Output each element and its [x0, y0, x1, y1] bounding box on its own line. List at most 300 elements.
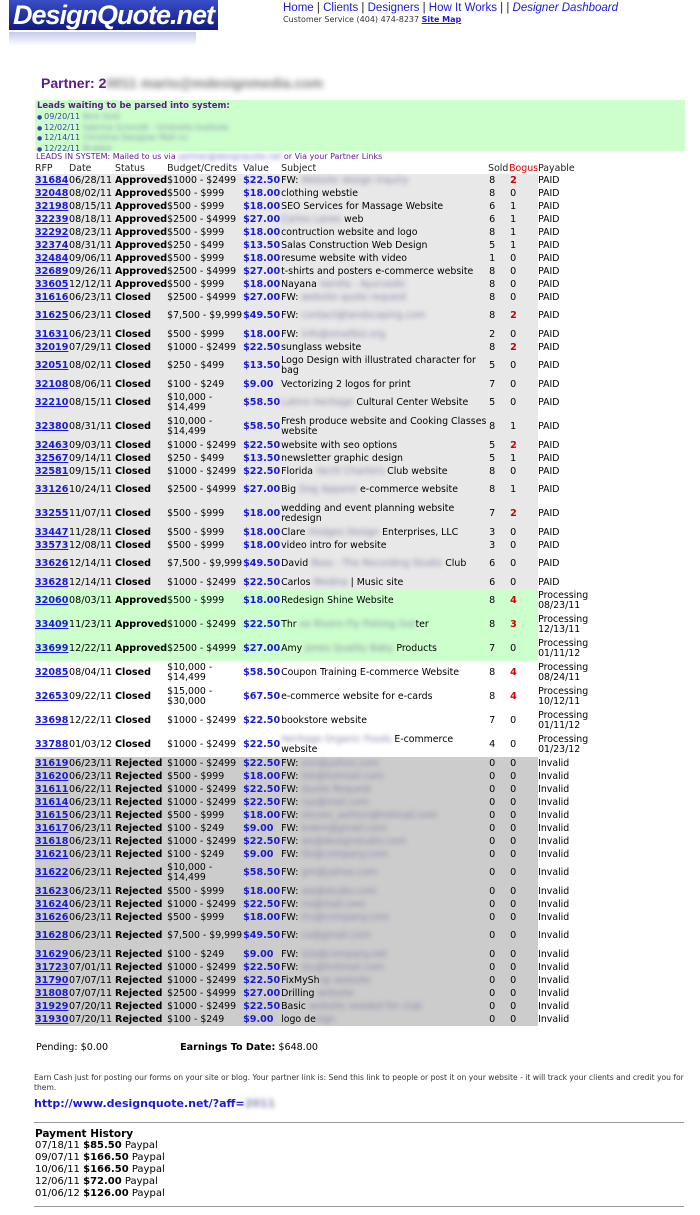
- budget-cell: $10,000 - $14,499: [167, 415, 243, 439]
- subject-text: wedding and event planning website redesign: [281, 503, 455, 524]
- rfp-link[interactable]: 32019: [35, 341, 69, 353]
- value-cell: $22.50: [243, 974, 281, 986]
- budget-cell: $250 - $499: [167, 452, 243, 465]
- value-cell: $22.50: [243, 341, 281, 353]
- subject-blurred: Heritage Organic Foods: [281, 734, 392, 745]
- table-row: [35, 341, 613, 354]
- date-cell: 08/04/11: [69, 661, 115, 685]
- status-cell: Approved: [115, 174, 168, 186]
- sold-cell: 8: [488, 465, 509, 478]
- rfp-link[interactable]: 31616: [35, 291, 69, 303]
- rfp-link[interactable]: 31626: [35, 911, 69, 923]
- bogus-cell: 0: [509, 637, 538, 661]
- value-cell: $13.50: [243, 239, 281, 251]
- budget-cell: $1000 - $2499: [167, 439, 243, 452]
- bogus-cell: 1: [509, 452, 538, 465]
- payment-method: Paypal: [131, 1188, 165, 1199]
- date-cell: 11/23/11: [69, 613, 115, 637]
- subject-cell: [281, 1000, 488, 1013]
- customer-service-text: Customer Service (404) 474-8237: [283, 15, 422, 24]
- table-row: [35, 226, 613, 239]
- top-nav: [283, 2, 618, 14]
- rfp-link[interactable]: 31723: [35, 961, 69, 973]
- nav-clients[interactable]: Clients: [323, 2, 359, 14]
- rfp-cell: [35, 783, 69, 796]
- budget-cell: $7,500 - $9,999: [167, 552, 243, 576]
- table-row: [35, 613, 613, 637]
- subject-cell: [281, 291, 488, 304]
- bogus-cell: 0: [509, 709, 538, 733]
- leads-table: [35, 162, 613, 1026]
- pending-total: Pending: $0.00: [36, 1042, 109, 1053]
- payable-cell: Invalid: [538, 835, 570, 847]
- subject-blurred: Yacht Charters: [316, 465, 385, 477]
- rfp-link[interactable]: 32198: [35, 200, 69, 212]
- rfp-link[interactable]: 31622: [35, 867, 69, 878]
- bogus-cell: 0: [509, 291, 538, 304]
- subject-blurred: contact@landscaping.com: [301, 310, 426, 321]
- nav-how-it-works[interactable]: How It Works: [428, 2, 497, 14]
- subject-text: FW:: [281, 867, 302, 878]
- subject-cell: [281, 709, 488, 733]
- rfp-link[interactable]: 32239: [35, 213, 69, 225]
- payable-cell: Processing 12/13/11: [538, 614, 589, 635]
- subject-tail: Enterprises, LLC: [379, 526, 459, 538]
- sold-cell: 6: [488, 200, 509, 213]
- rfp-cell: [35, 898, 69, 911]
- date-cell: 07/20/11: [69, 1013, 115, 1026]
- affiliate-link-text[interactable]: http://www.designquote.net/?aff=: [34, 1097, 245, 1110]
- status-cell: Closed: [115, 576, 167, 589]
- sold-cell: 5: [488, 439, 509, 452]
- subject-text: FW:: [281, 961, 302, 973]
- column-header-bogus: Bogus: [509, 162, 539, 174]
- status-cell: Rejected: [115, 911, 167, 924]
- subject-text: FW:: [281, 291, 302, 303]
- sold-cell: 0: [488, 861, 509, 885]
- subject-text: web: [341, 213, 364, 225]
- value-cell: $22.50: [243, 898, 281, 910]
- value-cell: $18.00: [243, 252, 281, 264]
- nav-sep: |: [358, 2, 368, 14]
- budget-cell: $500 - $999: [167, 502, 243, 526]
- payment-method: Paypal: [131, 1152, 165, 1163]
- subject-tail: e-commerce website: [357, 484, 458, 495]
- budget-cell: $1000 - $2499: [167, 961, 243, 974]
- rfp-cell: [35, 848, 69, 861]
- status-cell: Approved: [115, 265, 168, 277]
- nav-designer-dashboard[interactable]: Designer Dashboard: [512, 2, 619, 14]
- table-row: [35, 733, 613, 757]
- date-cell: 12/12/11: [69, 278, 115, 291]
- value-cell: $22.50: [243, 1000, 281, 1012]
- bogus-cell: 0: [509, 378, 538, 391]
- table-row: [35, 796, 613, 809]
- budget-cell: $100 - $249: [167, 948, 243, 961]
- sold-cell: 8: [488, 278, 509, 291]
- rfp-link[interactable]: 31684: [35, 174, 69, 186]
- subject-cell: [281, 974, 488, 987]
- table-row: [35, 415, 613, 439]
- rfp-link[interactable]: 32051: [35, 360, 69, 371]
- subject-blurred: stu@hotmail.com: [301, 961, 384, 973]
- value-cell: $13.50: [243, 354, 281, 378]
- table-row: [35, 770, 613, 783]
- subject-text: FW:: [281, 770, 302, 782]
- subject-text: Drilling: [281, 987, 318, 999]
- partner-id-blurred: 0011 mario@mdesignmedia.com: [106, 75, 324, 91]
- rfp-cell: [35, 415, 69, 439]
- rfp-link[interactable]: 31621: [35, 848, 69, 860]
- column-header-value: Value: [243, 162, 269, 174]
- rfp-link[interactable]: 31624: [35, 898, 69, 910]
- budget-cell: $250 - $499: [167, 354, 243, 378]
- nav-designers[interactable]: Designers: [367, 2, 420, 14]
- bogus-cell: 0: [509, 278, 538, 291]
- rfp-link[interactable]: 33626: [35, 558, 69, 569]
- value-cell: $27.00: [243, 987, 281, 999]
- bogus-cell: 0: [509, 252, 538, 265]
- subject-blurred: ala@studio.com: [301, 885, 377, 897]
- rfp-cell: [35, 187, 69, 200]
- value-cell: $22.50: [243, 465, 281, 477]
- date-cell: 07/07/11: [69, 987, 115, 1000]
- value-cell: $18.00: [243, 539, 281, 551]
- rfp-link[interactable]: 32292: [35, 226, 69, 238]
- bogus-cell: 1: [509, 200, 538, 213]
- rfp-link[interactable]: 31617: [35, 822, 69, 834]
- bogus-cell: 0: [509, 265, 538, 278]
- budget-cell: $500 - $999: [167, 589, 243, 613]
- rfp-link[interactable]: 31790: [35, 974, 69, 986]
- subject-text: Redesign Shine Website: [281, 595, 394, 606]
- rfp-link[interactable]: 32380: [35, 421, 69, 432]
- rfp-link[interactable]: 31618: [35, 835, 69, 847]
- value-cell: $22.50: [243, 835, 281, 847]
- subject-text: FW:: [281, 310, 302, 321]
- rfp-link[interactable]: 31614: [35, 796, 69, 808]
- budget-cell: $250 - $499: [167, 239, 243, 252]
- payable-cell: Processing 01/23/12: [538, 734, 589, 755]
- payable-cell: Invalid: [538, 1000, 570, 1012]
- table-row: [35, 961, 613, 974]
- date-cell: 06/23/11: [69, 796, 115, 809]
- rfp-link[interactable]: 31929: [35, 1000, 69, 1012]
- rfp-link[interactable]: 32210: [35, 397, 69, 408]
- date-cell: 06/23/11: [69, 770, 115, 783]
- logo-text: DesignQuote.net: [9, 0, 218, 30]
- bogus-cell: 0: [509, 187, 538, 200]
- sold-cell: 3: [488, 526, 509, 539]
- rfp-link[interactable]: 31611: [35, 783, 69, 795]
- table-row: [35, 809, 613, 822]
- table-row: [35, 478, 613, 502]
- subject-tail: E-commerce website: [281, 734, 454, 755]
- rfp-link[interactable]: 31620: [35, 770, 69, 782]
- payable-cell: Invalid: [538, 809, 570, 821]
- rfp-link[interactable]: 31629: [35, 948, 69, 960]
- subject-cell: [281, 924, 488, 948]
- table-row: [35, 861, 613, 885]
- table-row: [35, 637, 613, 661]
- date-cell: 06/23/11: [69, 861, 115, 885]
- date-cell: 12/08/11: [69, 539, 115, 552]
- rfp-link[interactable]: 33628: [35, 576, 69, 588]
- status-cell: Approved: [115, 239, 168, 251]
- subject-blurred: Website design inquiry: [301, 174, 409, 186]
- payable-cell: PAID: [538, 439, 560, 451]
- status-cell: Approved: [115, 200, 168, 212]
- rfp-link[interactable]: 31623: [35, 885, 69, 897]
- date-cell: 08/15/11: [69, 200, 115, 213]
- nav-home[interactable]: Home: [283, 2, 314, 14]
- sold-cell: 0: [488, 848, 509, 861]
- subject-text: FW:: [281, 328, 302, 340]
- waiting-lead-blurred: Christine Designer Mall co: [82, 133, 188, 142]
- bogus-cell: 0: [509, 354, 538, 378]
- payable-cell: Invalid: [538, 885, 570, 897]
- rfp-cell: [35, 391, 69, 415]
- rfp-link[interactable]: 31628: [35, 930, 69, 941]
- rfp-cell: [35, 885, 69, 898]
- sold-cell: 8: [488, 174, 509, 187]
- rfp-link[interactable]: 33255: [35, 508, 69, 519]
- value-cell: $58.50: [243, 391, 281, 415]
- affiliate-id-blurred[interactable]: 2011: [244, 1097, 276, 1110]
- rfp-link[interactable]: 31930: [35, 1013, 69, 1025]
- subject-text: Big: [281, 484, 300, 495]
- value-cell: $18.00: [243, 589, 281, 613]
- value-cell: $67.50: [243, 685, 281, 709]
- payable-cell: PAID: [538, 265, 560, 277]
- rfp-cell: [35, 637, 69, 661]
- budget-cell: $500 - $999: [167, 911, 243, 924]
- payment-row: [35, 1176, 165, 1188]
- rfp-link[interactable]: 33699: [35, 643, 69, 654]
- value-cell: $22.50: [243, 439, 281, 451]
- subject-text: Salas Construction Web Design: [281, 239, 428, 251]
- divider: [34, 1206, 684, 1207]
- waiting-lead-item: [37, 112, 685, 123]
- waiting-lead-blurred: Sabrina Schmidt - Umbrella Institute: [82, 122, 229, 132]
- sold-cell: 0: [488, 987, 509, 1000]
- rfp-link[interactable]: 32689: [35, 265, 69, 277]
- rfp-link[interactable]: 32567: [35, 452, 69, 464]
- payable-cell: PAID: [538, 226, 560, 238]
- subject-text: Florida: [281, 465, 316, 477]
- sold-cell: 0: [488, 1000, 509, 1013]
- insys-email-blurred[interactable]: partner@designquote.net: [178, 152, 282, 161]
- status-cell: Rejected: [115, 861, 167, 885]
- bogus-cell: 3: [509, 613, 538, 637]
- rfp-cell: [35, 526, 69, 539]
- value-cell: $18.00: [243, 328, 281, 340]
- rfp-cell: [35, 576, 69, 589]
- divider: [34, 1122, 684, 1123]
- table-row: [35, 278, 613, 291]
- value-cell: $18.00: [243, 200, 281, 212]
- rfp-link[interactable]: 31619: [35, 757, 69, 769]
- sold-cell: 8: [488, 661, 509, 685]
- rfp-link[interactable]: 33447: [35, 526, 69, 538]
- column-header-status: Status: [115, 162, 145, 174]
- subject-cell: [281, 961, 488, 974]
- bogus-cell: 0: [509, 961, 538, 974]
- value-cell: $9.00: [243, 948, 281, 961]
- budget-cell: $1000 - $2499: [167, 613, 243, 637]
- rfp-cell: [35, 439, 69, 452]
- subject-cell: [281, 265, 488, 278]
- subject-cell: [281, 770, 488, 783]
- value-cell: $27.00: [243, 291, 281, 303]
- rfp-cell: [35, 911, 69, 924]
- subject-cell: [281, 328, 488, 341]
- column-header-date: Date: [69, 162, 92, 174]
- date-cell: 06/23/11: [69, 822, 115, 835]
- bogus-cell: 0: [509, 733, 538, 757]
- site-map-link[interactable]: Site Map: [421, 15, 462, 24]
- bogus-cell: 0: [509, 861, 538, 885]
- subject-blurred: rya@mail.com: [301, 796, 370, 808]
- subject-cell: [281, 661, 488, 685]
- rfp-link[interactable]: 33788: [35, 739, 69, 750]
- status-cell: Rejected: [115, 757, 167, 770]
- rfp-link[interactable]: 32048: [35, 187, 69, 199]
- payable-cell: Invalid: [538, 948, 570, 960]
- status-cell: Rejected: [115, 783, 167, 796]
- subject-blurred: bobm@gmail.com: [301, 822, 387, 834]
- rfp-link[interactable]: 32108: [35, 378, 69, 390]
- subject-cell: [281, 948, 488, 961]
- bogus-cell: 0: [509, 783, 538, 796]
- budget-cell: $500 - $999: [167, 809, 243, 822]
- payable-cell: Processing 08/23/11: [538, 590, 589, 611]
- date-cell: 06/23/11: [69, 304, 115, 328]
- payable-cell: PAID: [538, 174, 560, 186]
- date-cell: 11/07/11: [69, 502, 115, 526]
- table-row: [35, 783, 613, 796]
- budget-cell: $100 - $249: [167, 378, 243, 391]
- logo[interactable]: [9, 0, 215, 48]
- payable-cell: Invalid: [538, 961, 570, 973]
- value-cell: $18.00: [243, 502, 281, 526]
- budget-cell: $500 - $999: [167, 252, 243, 265]
- subject-blurred: op website: [319, 974, 371, 986]
- budget-cell: $1000 - $2499: [167, 835, 243, 848]
- rfp-cell: [35, 552, 69, 576]
- status-cell: Closed: [115, 465, 167, 478]
- rfp-link[interactable]: 32653: [35, 691, 69, 702]
- budget-cell: $2500 - $4999: [167, 478, 243, 502]
- status-cell: Rejected: [115, 898, 167, 911]
- value-cell: $58.50: [243, 415, 281, 439]
- rfp-link[interactable]: 32085: [35, 667, 69, 678]
- subject-cell: [281, 415, 488, 439]
- payment-history: [35, 1128, 165, 1200]
- rfp-cell: [35, 661, 69, 685]
- subject-cell: [281, 439, 488, 452]
- payable-cell: PAID: [538, 558, 560, 569]
- subject-cell: [281, 552, 488, 576]
- leads-in-system: [36, 152, 382, 161]
- subject-cell: [281, 783, 488, 796]
- waiting-lead-date: 09/20/11: [44, 112, 81, 121]
- date-cell: 12/22/11: [69, 709, 115, 733]
- rfp-link[interactable]: 32374: [35, 239, 69, 251]
- budget-cell: $10,000 - $14,499: [167, 661, 243, 685]
- bogus-cell: 2: [509, 341, 538, 354]
- subject-cell: [281, 378, 488, 391]
- rfp-link[interactable]: 32463: [35, 439, 69, 451]
- subject-text: Thr: [281, 619, 300, 630]
- value-cell: $49.50: [243, 552, 281, 576]
- rfp-cell: [35, 539, 69, 552]
- value-cell: $22.50: [243, 961, 281, 973]
- rfp-link[interactable]: 32484: [35, 252, 69, 264]
- rfp-link[interactable]: 33605: [35, 278, 69, 290]
- rfp-link[interactable]: 33698: [35, 715, 69, 726]
- rfp-link[interactable]: 32060: [35, 595, 69, 606]
- rfp-link[interactable]: 31631: [35, 328, 69, 340]
- subject-text: FW:: [281, 930, 302, 941]
- value-cell: $22.50: [243, 174, 281, 186]
- payment-list: [35, 1140, 165, 1200]
- value-cell: $13.50: [243, 452, 281, 464]
- budget-cell: $500 - $999: [167, 200, 243, 213]
- rfp-cell: [35, 835, 69, 848]
- date-cell: 06/23/11: [69, 885, 115, 898]
- rfp-link[interactable]: 33573: [35, 539, 69, 551]
- table-header: [35, 162, 613, 174]
- rfp-link[interactable]: 33409: [35, 619, 69, 630]
- rfp-cell: [35, 502, 69, 526]
- rfp-cell: [35, 861, 69, 885]
- subject-blurred: Carlos Lanes: [281, 213, 342, 225]
- sold-cell: 0: [488, 1013, 509, 1026]
- sold-cell: 7: [488, 637, 509, 661]
- nav-sep: | |: [496, 2, 513, 14]
- waiting-lead-date: 12/14/11: [44, 133, 81, 142]
- subject-text: FW:: [281, 848, 302, 860]
- payable-cell: Invalid: [538, 822, 570, 834]
- affiliate-link[interactable]: [34, 1097, 275, 1110]
- payable-cell: PAID: [538, 310, 560, 321]
- logo-reflection: [9, 32, 196, 46]
- rfp-link[interactable]: 31808: [35, 987, 69, 999]
- rfp-cell: [35, 213, 69, 226]
- payable-cell: PAID: [538, 213, 560, 225]
- sold-cell: 8: [488, 415, 509, 439]
- value-cell: $27.00: [243, 213, 281, 225]
- status-cell: Closed: [115, 354, 167, 378]
- nav-sep: |: [313, 2, 324, 14]
- subject-cell: [281, 757, 488, 770]
- date-cell: 08/03/11: [69, 589, 115, 613]
- status-cell: Closed: [115, 341, 167, 354]
- rfp-link[interactable]: 31615: [35, 809, 69, 821]
- rfp-link[interactable]: 32581: [35, 465, 69, 477]
- payable-cell: Invalid: [538, 911, 570, 923]
- rfp-cell: [35, 770, 69, 783]
- payable-cell: Invalid: [538, 1013, 570, 1025]
- subject-blurred: Dog Apparel: [299, 484, 358, 495]
- table-row: [35, 987, 613, 1000]
- rfp-link[interactable]: 33126: [35, 484, 69, 495]
- subject-blurred: ee Rivers Fly Fishing Out: [299, 619, 416, 630]
- rfp-cell: [35, 174, 69, 187]
- rfp-link[interactable]: 31625: [35, 310, 69, 321]
- subject-text: logo de: [281, 1013, 316, 1025]
